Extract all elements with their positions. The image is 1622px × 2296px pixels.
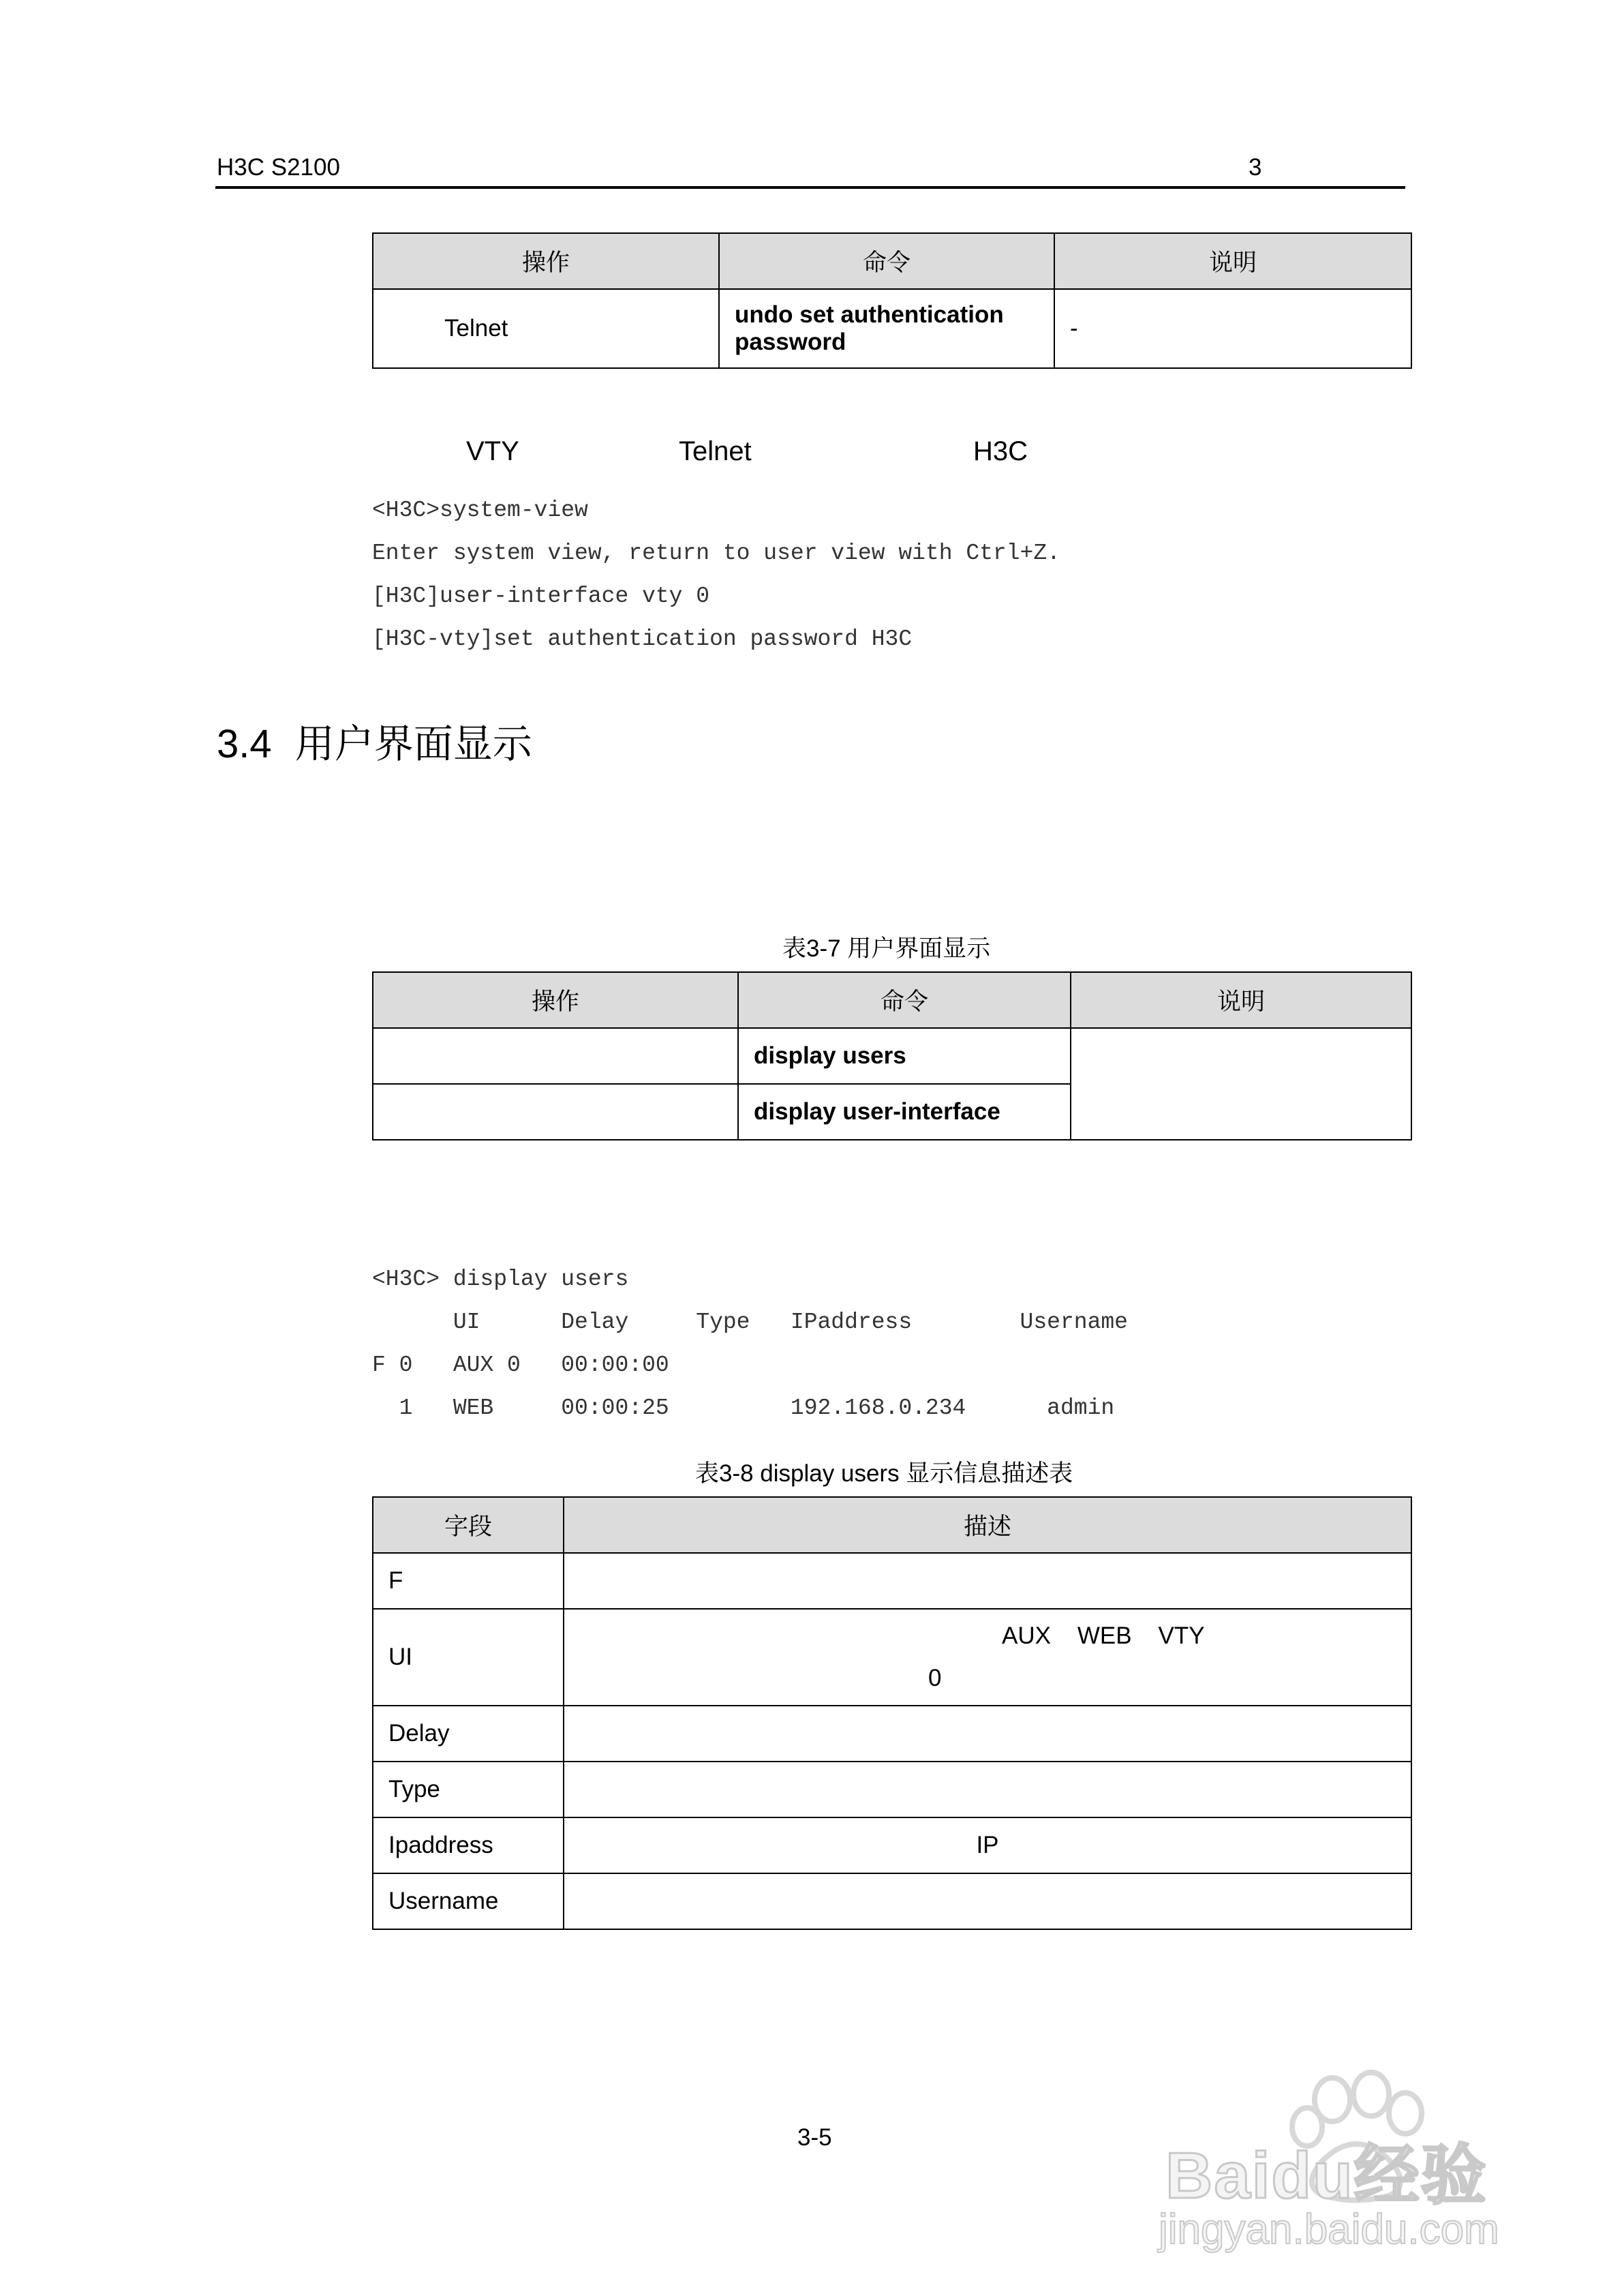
operation-cell xyxy=(373,1028,738,1084)
table-header-row xyxy=(373,972,1411,1028)
table-row xyxy=(373,1609,1411,1706)
note-cell: - xyxy=(1054,289,1411,368)
text-vty: VTY xyxy=(466,436,519,466)
header-title: H3C S2100 xyxy=(217,154,340,181)
display-users-field-table xyxy=(372,1496,1412,1930)
watermark-brand: Baidu经验 xyxy=(1165,2139,1488,2212)
page-number: 3-5 xyxy=(797,2124,832,2151)
command-cell: undo set authentication password xyxy=(719,289,1054,368)
description-line: 0 xyxy=(928,1665,942,1691)
description-cell xyxy=(564,1706,1411,1762)
watermark-url: jingyan.baidu.com xyxy=(1159,2206,1499,2253)
code-line: 1 WEB 00:00:25 192.168.0.234 admin xyxy=(372,1395,1115,1421)
code-line: <H3C>system-view xyxy=(372,498,588,523)
description-line: AUX WEB VTY xyxy=(1002,1622,1205,1649)
note-cell xyxy=(1071,1028,1411,1140)
column-header: 命令 xyxy=(738,972,1071,1028)
header-rule xyxy=(215,186,1405,189)
table-row xyxy=(373,1028,1411,1084)
table-row xyxy=(373,1762,1411,1817)
code-line: <H3C> display users xyxy=(372,1267,629,1292)
user-interface-display-table xyxy=(372,971,1412,1141)
code-line: Enter system view, return to user view with Ctrl+Z. xyxy=(372,541,1060,566)
command-cell: display user-interface xyxy=(738,1084,1071,1140)
column-header: 操作 xyxy=(373,972,738,1028)
column-header: 说明 xyxy=(1054,233,1411,289)
code-line: UI Delay Type IPaddress Username xyxy=(372,1310,1128,1335)
description-cell xyxy=(564,1762,1411,1817)
section-title: 用户界面显示 xyxy=(294,722,532,766)
text-telnet: Telnet xyxy=(679,436,752,466)
column-header: 字段 xyxy=(373,1497,564,1553)
operation-cell xyxy=(373,1084,738,1140)
table-row xyxy=(373,289,1411,368)
table-row xyxy=(373,1706,1411,1762)
field-cell: Type xyxy=(373,1762,564,1817)
table-row xyxy=(373,1553,1411,1609)
table-caption: 表3-7 用户界面显示 xyxy=(782,935,991,962)
field-cell: Ipaddress xyxy=(373,1817,564,1873)
table-caption: 表3-8 display users 显示信息描述表 xyxy=(695,1460,1073,1487)
table-row xyxy=(373,1817,1411,1873)
text-h3c: H3C xyxy=(973,436,1028,466)
operation-cell: Telnet xyxy=(373,289,719,368)
description-cell xyxy=(564,1553,1411,1609)
code-line: [H3C-vty]set authentication password H3C xyxy=(372,626,913,652)
baidu-watermark xyxy=(1152,2059,1602,2263)
code-line: F 0 AUX 0 00:00:00 xyxy=(372,1353,669,1378)
field-cell: F xyxy=(373,1553,564,1609)
column-header: 命令 xyxy=(719,233,1054,289)
field-cell: Delay xyxy=(373,1706,564,1762)
field-cell: Username xyxy=(373,1873,564,1929)
table-row xyxy=(373,1873,1411,1929)
field-cell: UI xyxy=(373,1609,564,1706)
header-chapter: 3 xyxy=(1249,154,1262,181)
description-cell: IP xyxy=(564,1817,1411,1873)
description-cell xyxy=(564,1873,1411,1929)
section-heading xyxy=(217,712,532,769)
column-header: 操作 xyxy=(373,233,719,289)
description-cell xyxy=(564,1609,1411,1706)
table-header-row xyxy=(373,1497,1411,1553)
command-cell: display users xyxy=(738,1028,1071,1084)
code-line: [H3C]user-interface vty 0 xyxy=(372,584,710,609)
column-header: 描述 xyxy=(564,1497,1411,1553)
auth-command-table xyxy=(372,232,1412,369)
section-number: 3.4 xyxy=(217,722,272,766)
column-header: 说明 xyxy=(1071,972,1411,1028)
table-header-row xyxy=(373,233,1411,289)
